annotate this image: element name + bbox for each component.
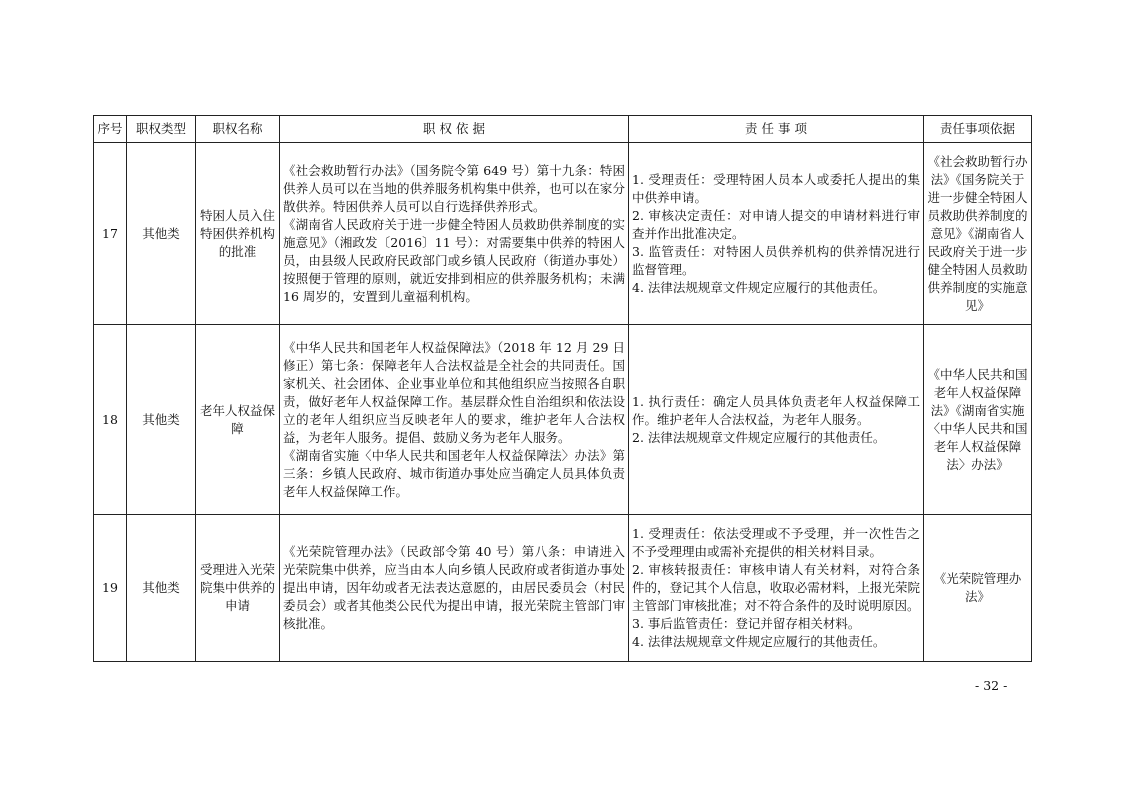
header-duty-basis: 责任事项依据: [924, 116, 1032, 143]
basis-paragraph: 《中华人民共和国老年人权益保障法》（2018 年 12 月 29 日修正）第七条：保障老年人合法权益是全社会的共同责任。国家机关、社会团体、企业事业单位和其他组织应当按照各自职责，做好老年人权益保障工作。基层群众性自治组织和依法设立的老年人组织应当反映老年人的要求，维护老年人合法权益，为老年人服务。提倡、鼓励义务为老年人服务。: [283, 339, 625, 445]
header-no: 序号: [94, 116, 127, 143]
table-row: [94, 143, 1032, 325]
row-type: 其他类: [127, 325, 196, 515]
row-type: 其他类: [127, 515, 196, 662]
row-duty-basis: 《中华人民共和国老年人权益保障法》《湖南省实施〈中华人民共和国老年人权益保障法〉办法》: [924, 325, 1032, 515]
row-duty-basis: 《社会救助暂行办法》《国务院关于进一步健全特困人员救助供养制度的意见》《湖南省人民政府关于进一步健全特困人员救助供养制度的实施意见》: [924, 143, 1032, 325]
table-row: [94, 325, 1032, 515]
duty-item: 2. 审核决定责任：对申请人提交的申请材料进行审查并作出批准决定。: [632, 207, 920, 241]
basis-paragraph: 《社会救助暂行办法》（国务院令第 649 号）第十九条：特困供养人员可以在当地的供养服务机构集中供养，也可以在家分散供养。特困供养人员可以自行选择供养形式。: [283, 162, 625, 214]
header-name: 职权名称: [196, 116, 280, 143]
duty-item: 4. 法律法规规章文件规定应履行的其他责任。: [632, 634, 886, 649]
row-basis: [280, 515, 629, 662]
row-type: 其他类: [127, 143, 196, 325]
row-no: 17: [94, 143, 127, 325]
basis-paragraph: 《光荣院管理办法》（民政部令第 40 号）第八条：申请进入光荣院集中供养，应当由本人向乡镇人民政府或者街道办事处提出申请，因年幼或者无法表达意愿的，由居民委员会（村民委员会）或者其他类公民代为提出申请，报光荣院主管部门审核批准。: [283, 544, 625, 631]
table-header-row: [94, 116, 1032, 143]
header-duties: 责 任 事 项: [629, 116, 924, 143]
duty-item: 1. 受理责任：受理特困人员本人或委托人提出的集中供养申请。: [632, 171, 920, 205]
duty-item: 4. 法律法规规章文件规定应履行的其他责任。: [632, 279, 886, 295]
row-duties: [629, 143, 924, 325]
header-basis: 职 权 依 据: [280, 116, 629, 143]
row-no: 18: [94, 325, 127, 515]
row-duties: [629, 325, 924, 515]
duty-item: 2. 法律法规规章文件规定应履行的其他责任。: [632, 429, 886, 445]
page-number: - 32 -: [975, 678, 1008, 693]
duty-item: 1. 执行责任：确定人员具体负责老年人权益保障工作。维护老年人合法权益，为老年人服务。: [632, 393, 920, 427]
row-basis: [280, 325, 629, 515]
duty-item: 3. 事后监管责任：登记并留存相关材料。: [632, 616, 861, 631]
basis-paragraph: 《湖南省实施〈中华人民共和国老年人权益保障法〉办法》第三条：乡镇人民政府、城市街道办事处应当确定人员具体负责老年人权益保障工作。: [283, 447, 625, 499]
row-name: 特困人员入住特困供养机构的批准: [196, 143, 280, 325]
duty-item: 1. 受理责任：依法受理或不予受理，并一次性告之不予受理理由或需补充提供的相关材料目录。: [632, 526, 920, 559]
responsibility-table: [93, 115, 1032, 662]
duty-item: 3. 监管责任：对特困人员供养机构的供养情况进行监督管理。: [632, 243, 920, 277]
row-name: 受理进入光荣院集中供养的申请: [196, 515, 280, 662]
row-duty-basis: 《光荣院管理办法》: [924, 515, 1032, 662]
row-basis: [280, 143, 629, 325]
duty-item: 2. 审核转报责任：审核申请人有关材料，对符合条件的，登记其个人信息，收取必需材料，上报光荣院主管部门审核批准；对不符合条件的及时说明原因。: [632, 562, 920, 613]
row-no: 19: [94, 515, 127, 662]
row-name: 老年人权益保障: [196, 325, 280, 515]
basis-paragraph: 《湖南省人民政府关于进一步健全特困人员救助供养制度的实施意见》（湘政发〔2016〕11 号）：对需要集中供养的特困人员，由县级人民政府民政部门或乡镇人民政府（街道办事处）按照便于管理的原则，就近安排到相应的供养服务机构；未满 16 周岁的，安置到儿童福利机构。: [283, 216, 625, 304]
table-row: [94, 515, 1032, 662]
row-duties: [629, 515, 924, 662]
header-type: 职权类型: [127, 116, 196, 143]
